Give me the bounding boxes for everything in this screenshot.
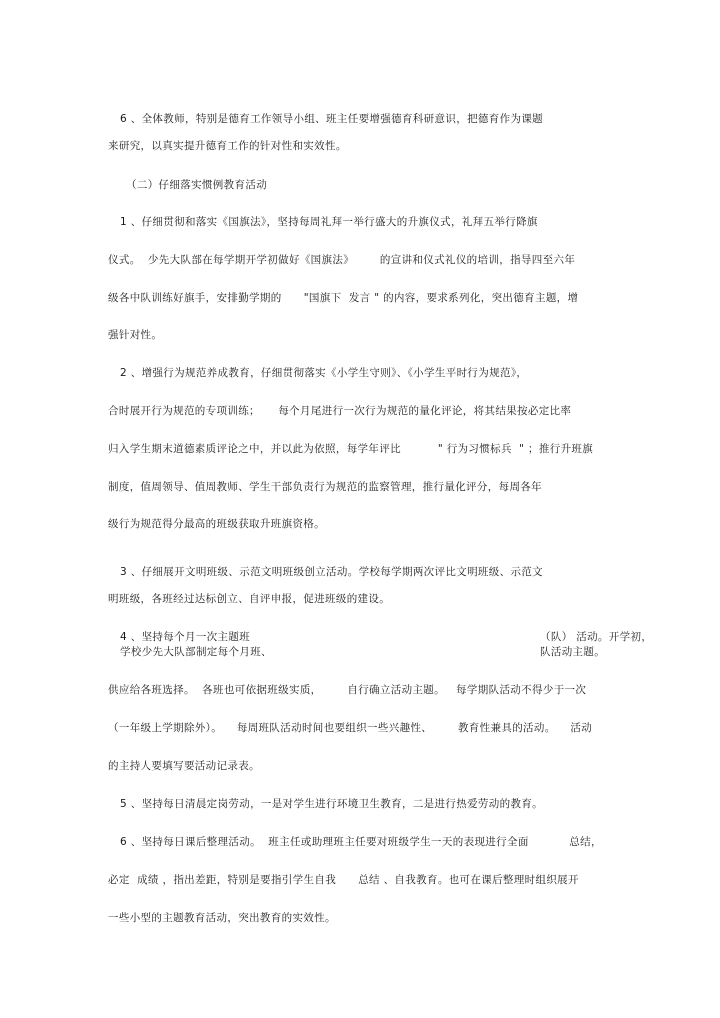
paragraph-2-line-1: 2 、增强行为规范养成教育，仔细贯彻落实《小学生守则》、《小学生平时行为规范》， [120,367,528,379]
paragraph-6-line-2: 来研究，以真实提升德育工作的针对性和实效性。 [108,140,347,152]
paragraph-4-line-2a: 学校少先大队部制定每个月班、 [120,646,272,658]
paragraph-3-line-2: 明班级，各班经过达标创立、自评申报，促进班级的建设。 [108,593,391,605]
paragraph-3-line-1: 3 、仔细展开文明班级、示范文明班级创立活动。学校每学期两次评比文明班级、示范文 [120,566,544,578]
section-heading: （二）仔细落实惯例教育活动 [126,179,268,191]
paragraph-4-line-1a: 4 、坚持每个月一次主题班 [120,631,251,643]
paragraph-1-line-3: 级各中队训练好旗手，安排勤学期的 "国旗下 发言 " 的内容，要求系列化，突出德育主题，增 [108,292,579,304]
paragraph-2-line-4: 制度，值周领导、值周教师、学生干部负责行为规范的监察管理，推行量化评分，每周各年 [108,481,542,493]
paragraph-4-line-3: 供应给各班选择。 各班也可依据班级实质， 自行确立活动主题。 每学期队活动不得少于一次 [108,684,587,696]
paragraph-1-line-2: 仪式。 少先大队部在每学期开学初做好《国旗法》 的宣讲和仪式礼仪的培训，指导四至六年 [108,254,576,266]
paragraph-6b-line-2: 必定 成绩 ，指出差距，特别是要指引学生自我 总结 、自我教育。也可在课后整理时组织展开 [108,874,579,886]
paragraph-4-line-4: （一年级上学期除外）。 每周班队活动时间也要组织一些兴趣性、 教育性兼具的活动。 活动 [108,722,593,734]
paragraph-4-line-1b: （队） 活动。开学初， [540,631,653,643]
paragraph-2-line-2: 合时展开行为规范的专项训练； 每个月尾进行一次行为规范的量化评论，将其结果按必定比率 [108,405,572,417]
paragraph-6b-line-3: 一些小型的主题教育活动，突出教育的实效性。 [108,912,336,924]
paragraph-1-line-1: 1 、仔细贯彻和落实《国旗法》，坚持每周礼拜一举行盛大的升旗仪式，礼拜五举行降旗 [120,216,538,228]
paragraph-2-line-5: 级行为规范得分最高的班级获取升班旗资格。 [108,518,325,530]
paragraph-1-line-4: 强针对性。 [108,329,163,341]
paragraph-6-line-1: 6 、全体教师，特别是德育工作领导小组、班主任要增强德育科研意识，把德育作为课题 [120,113,544,125]
paragraph-4-line-2b: 队活动主题。 [540,646,606,658]
paragraph-2-line-3: 归入学生期末道德素质评论之中，并以此为依照，每学年评比 " 行为习惯标兵 " ；推行升班旗 [108,443,594,455]
paragraph-5-line-1: 5 、坚持每日清晨定岗劳动，一是对学生进行环境卫生教育，二是进行热爱劳动的教育。 [120,798,544,810]
paragraph-6b-line-1: 6 、坚持每日课后整理活动。 班主任或助理班主任要对班级学生一天的表现进行全面 总结， [120,836,602,848]
paragraph-4-line-5: 的主持人要填写要活动记录表。 [108,760,260,772]
